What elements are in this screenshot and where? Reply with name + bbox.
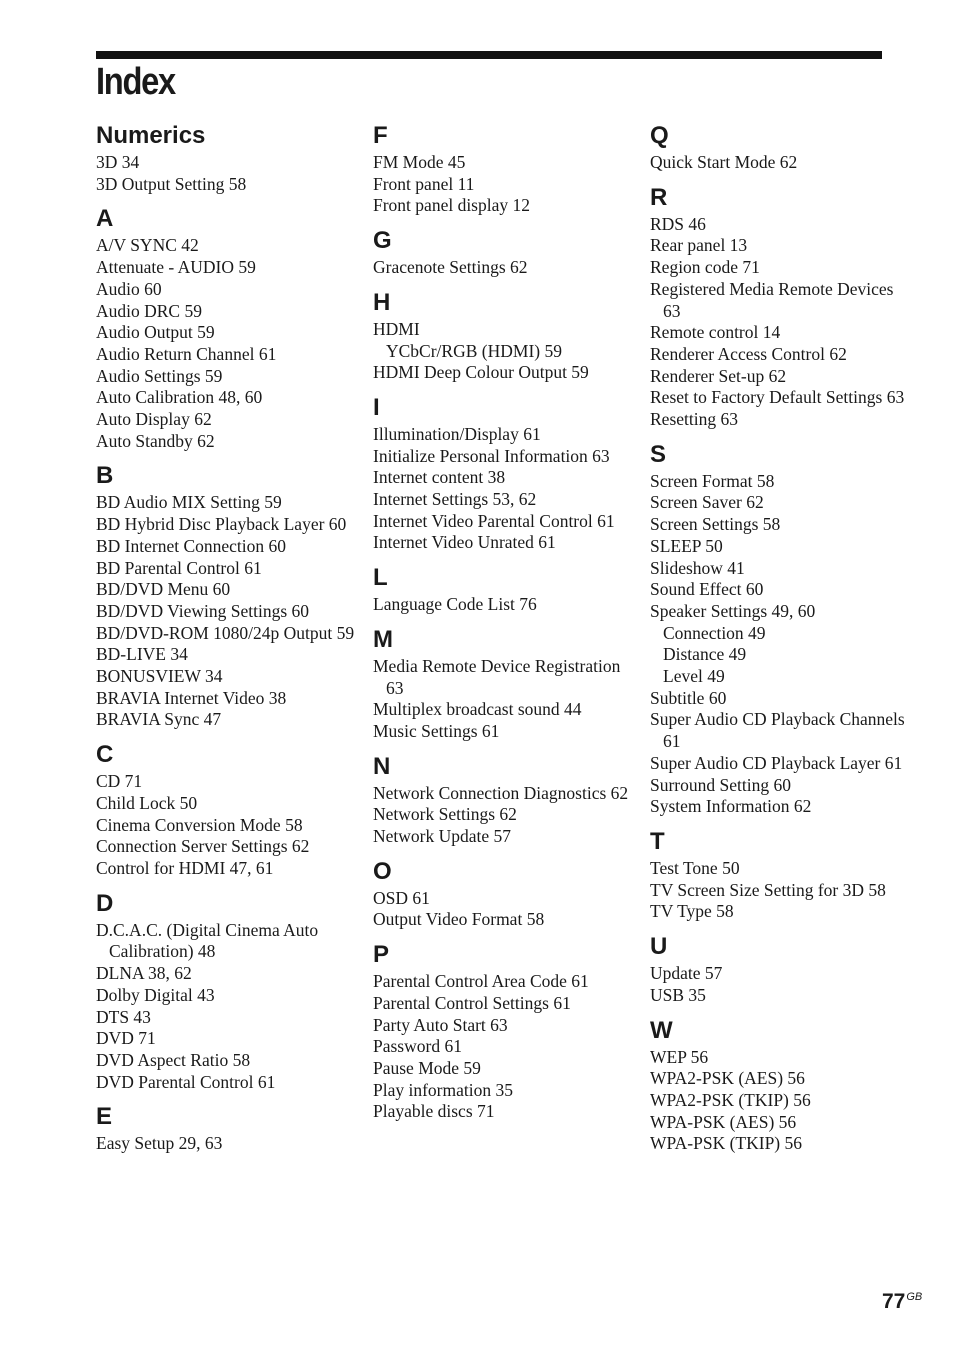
section-heading: L (373, 564, 388, 592)
index-subentry: YCbCr/RGB (HDMI) 59 (386, 340, 562, 361)
index-entry: WPA-PSK (TKIP) 56 (650, 1133, 803, 1154)
index-entry: Audio Return Channel 61 (96, 343, 277, 364)
index-entry: System Information 62 (650, 796, 812, 817)
index-entry: D.C.A.C. (Digital Cinema Auto Calibration) 48 (96, 919, 319, 962)
index-entry: TV Type 58 (650, 901, 734, 922)
index-section (650, 182, 912, 431)
index-section (373, 225, 635, 279)
index-section (96, 739, 358, 880)
section-heading: B (96, 462, 114, 490)
index-entry-list (650, 1047, 912, 1156)
index-section (373, 120, 635, 217)
index-entry: Music Settings 61 (373, 720, 500, 741)
index-section (650, 826, 912, 923)
index-entry: Subtitle 60 (650, 687, 727, 708)
index-entry: Internet Video Parental Control 61 (373, 510, 615, 531)
index-entry: BD-LIVE 34 (96, 644, 188, 665)
index-entry: Front panel 11 (373, 173, 475, 194)
index-entry: Playable discs 71 (373, 1101, 495, 1122)
index-entry: Illumination/Display 61 (373, 423, 541, 444)
index-entry: SLEEP 50 (650, 535, 723, 556)
index-entry: CD 71 (96, 771, 143, 792)
index-entry: FM Mode 45 (373, 152, 466, 172)
index-entry: Speaker Settings 49, 60 (650, 600, 816, 621)
index-section (96, 460, 358, 731)
index-section (373, 562, 635, 616)
section-heading: H (373, 288, 391, 316)
index-entry: Audio Output 59 (96, 322, 215, 343)
index-entry: Internet Settings 53, 62 (373, 489, 537, 510)
index-entry-list (650, 471, 912, 818)
index-entry: Screen Format 58 (650, 470, 775, 491)
index-entry-list (96, 235, 358, 452)
index-entry: Region code 71 (650, 257, 760, 278)
section-heading: A (96, 205, 114, 233)
section-heading: T (650, 827, 665, 855)
index-section (373, 287, 635, 384)
index-entry: Renderer Set-up 62 (650, 365, 787, 386)
index-entry: WPA2-PSK (TKIP) 56 (650, 1089, 811, 1110)
index-entry: DVD Parental Control 61 (96, 1071, 276, 1092)
page-number-value: 77 (882, 1290, 906, 1313)
index-section (373, 939, 635, 1123)
index-entry: BD Internet Connection 60 (96, 535, 287, 556)
index-entry-list (373, 656, 635, 743)
index-entry: 3D Output Setting 58 (96, 173, 247, 194)
index-entry: Slideshow 41 (650, 557, 745, 578)
index-entry: A/V SYNC 42 (96, 235, 199, 256)
section-heading: M (373, 625, 393, 653)
index-entry: Registered Media Remote Devices 63 (650, 278, 894, 321)
index-section (373, 624, 635, 743)
index-entry: Network Settings 62 (373, 804, 517, 825)
index-section (96, 1101, 358, 1155)
index-entry: Test Tone 50 (650, 857, 740, 878)
section-heading: E (96, 1103, 113, 1131)
section-heading: P (373, 941, 390, 969)
index-entry-list (373, 152, 635, 217)
index-entry: Audio DRC 59 (96, 300, 202, 321)
page-number (882, 1284, 922, 1315)
index-entry: Rear panel 13 (650, 235, 748, 256)
index-entry: BRAVIA Internet Video 38 (96, 687, 287, 708)
index-entry: DVD 71 (96, 1028, 156, 1049)
index-entry: BRAVIA Sync 47 (96, 709, 222, 730)
section-heading: F (373, 122, 388, 149)
index-entry: BD Parental Control 61 (96, 557, 262, 578)
index-entry: Pause Mode 59 (373, 1057, 481, 1078)
index-entry: Output Video Format 58 (373, 909, 545, 930)
index-entry: Control for HDMI 47, 61 (96, 857, 274, 878)
index-entry-list (96, 771, 358, 880)
index-entry: OSD 61 (373, 887, 430, 908)
index-entry: Internet Video Unrated 61 (373, 532, 556, 553)
index-entry: Easy Setup 29, 63 (96, 1133, 223, 1154)
index-entry: Initialize Personal Information 63 (373, 445, 610, 466)
index-entry-list (96, 152, 358, 195)
index-entry: Network Update 57 (373, 826, 512, 847)
section-heading: W (650, 1016, 673, 1044)
index-entry: Reset to Factory Default Settings 63 (650, 387, 905, 408)
index-entry: Screen Settings 58 (650, 514, 781, 535)
index-entry-list (373, 971, 635, 1123)
index-entry: Media Remote Device Registration 63 (373, 655, 621, 698)
index-entry: Super Audio CD Playback Layer 61 (650, 752, 903, 773)
section-heading: R (650, 183, 668, 211)
index-entry: Language Code List 76 (373, 594, 537, 615)
index-section (650, 931, 912, 1006)
index-entry: BD Audio MIX Setting 59 (96, 492, 282, 513)
page-number-suffix: GB (906, 1291, 923, 1303)
index-entry: BONUSVIEW 34 (96, 666, 223, 687)
index-entry: BD/DVD-ROM 1080/24p Output 59 (96, 622, 355, 643)
index-entry: Auto Display 62 (96, 409, 212, 430)
index-section (373, 751, 635, 848)
index-entry: WEP 56 (650, 1046, 709, 1067)
index-entry: Internet content 38 (373, 467, 506, 488)
index-entry: Resetting 63 (650, 409, 738, 430)
index-entry: DLNA 38, 62 (96, 963, 192, 984)
index-entry: DVD Aspect Ratio 58 (96, 1049, 251, 1070)
index-column-2 (373, 120, 635, 1131)
section-heading: S (650, 440, 667, 468)
index-entry-list (373, 783, 635, 848)
index-entry: BD/DVD Viewing Settings 60 (96, 600, 310, 621)
index-entry: HDMI (373, 318, 420, 339)
index-entry-list (650, 858, 912, 923)
index-section (650, 1015, 912, 1156)
section-heading: G (373, 227, 392, 255)
index-entry: TV Screen Size Setting for 3D 58 (650, 879, 886, 900)
index-entry: Super Audio CD Playback Channels 61 (650, 709, 905, 752)
index-entry: Connection Server Settings 62 (96, 836, 310, 857)
index-entry: Quick Start Mode 62 (650, 152, 798, 172)
index-entry: BD/DVD Menu 60 (96, 579, 231, 600)
index-entry: USB 35 (650, 984, 706, 1005)
index-entry: Audio Settings 59 (96, 365, 223, 386)
index-entry: Screen Saver 62 (650, 492, 764, 513)
section-heading: C (96, 741, 114, 769)
index-entry-list (373, 424, 635, 554)
index-entry: Play information 35 (373, 1079, 513, 1100)
section-heading: Numerics (96, 122, 206, 149)
index-entry: Auto Standby 62 (96, 430, 215, 451)
index-entry: 3D 34 (96, 152, 140, 172)
index-entry: WPA-PSK (AES) 56 (650, 1111, 797, 1132)
index-section (650, 120, 912, 174)
index-entry: Audio 60 (96, 278, 162, 299)
index-entry: Multiplex broadcast sound 44 (373, 699, 582, 720)
index-entry: BD Hybrid Disc Playback Layer 60 (96, 514, 347, 535)
index-section (650, 439, 912, 818)
index-entry: Auto Calibration 48, 60 (96, 387, 263, 408)
index-entry: Dolby Digital 43 (96, 984, 215, 1005)
section-heading: O (373, 857, 392, 885)
section-heading: U (650, 933, 668, 961)
index-entry-list (373, 888, 635, 931)
top-rule (96, 51, 882, 59)
index-entry: Party Auto Start 63 (373, 1014, 508, 1035)
index-entry: Gracenote Settings 62 (373, 257, 528, 278)
index-entry-list (650, 214, 912, 431)
index-column-3 (650, 120, 912, 1163)
index-entry: Network Connection Diagnostics 62 (373, 782, 629, 803)
index-entry: Parental Control Area Code 61 (373, 971, 589, 992)
index-entry: Renderer Access Control 62 (650, 343, 847, 364)
index-entry-list (96, 492, 358, 731)
index-entry: Sound Effect 60 (650, 579, 764, 600)
index-section (96, 888, 358, 1094)
index-entry: RDS 46 (650, 213, 706, 234)
index-entry-list (373, 257, 635, 279)
index-entry: Update 57 (650, 963, 723, 984)
index-entry: Parental Control Settings 61 (373, 992, 571, 1013)
section-heading: Q (650, 122, 669, 149)
index-subentry: Level 49 (663, 666, 725, 687)
section-heading: N (373, 752, 391, 780)
page-title: Index (96, 61, 175, 103)
index-entry-list (96, 920, 358, 1094)
index-section (373, 392, 635, 554)
index-column-1 (96, 120, 358, 1163)
index-entry: Child Lock 50 (96, 792, 198, 813)
index-entry: Password 61 (373, 1036, 462, 1057)
index-entry: Cinema Conversion Mode 58 (96, 814, 303, 835)
section-heading: I (373, 393, 380, 421)
index-entry-list (650, 152, 912, 174)
index-section (96, 203, 358, 452)
index-entry: Remote control 14 (650, 322, 781, 343)
index-entry-list (373, 594, 635, 616)
index-entry: DTS 43 (96, 1006, 151, 1027)
index-entry: HDMI Deep Colour Output 59 (373, 362, 589, 383)
index-entry: Surround Setting 60 (650, 774, 791, 795)
index-entry: Front panel display 12 (373, 195, 530, 216)
index-section (96, 120, 358, 195)
index-entry: Attenuate - AUDIO 59 (96, 257, 256, 278)
index-entry-list (373, 319, 635, 384)
index-entry: WPA2-PSK (AES) 56 (650, 1068, 805, 1089)
index-entry-list (650, 963, 912, 1006)
section-heading: D (96, 889, 114, 917)
index-entry-list (96, 1133, 358, 1155)
index-subentry: Connection 49 (663, 622, 766, 643)
index-section (373, 856, 635, 931)
index-subentry: Distance 49 (663, 644, 747, 665)
